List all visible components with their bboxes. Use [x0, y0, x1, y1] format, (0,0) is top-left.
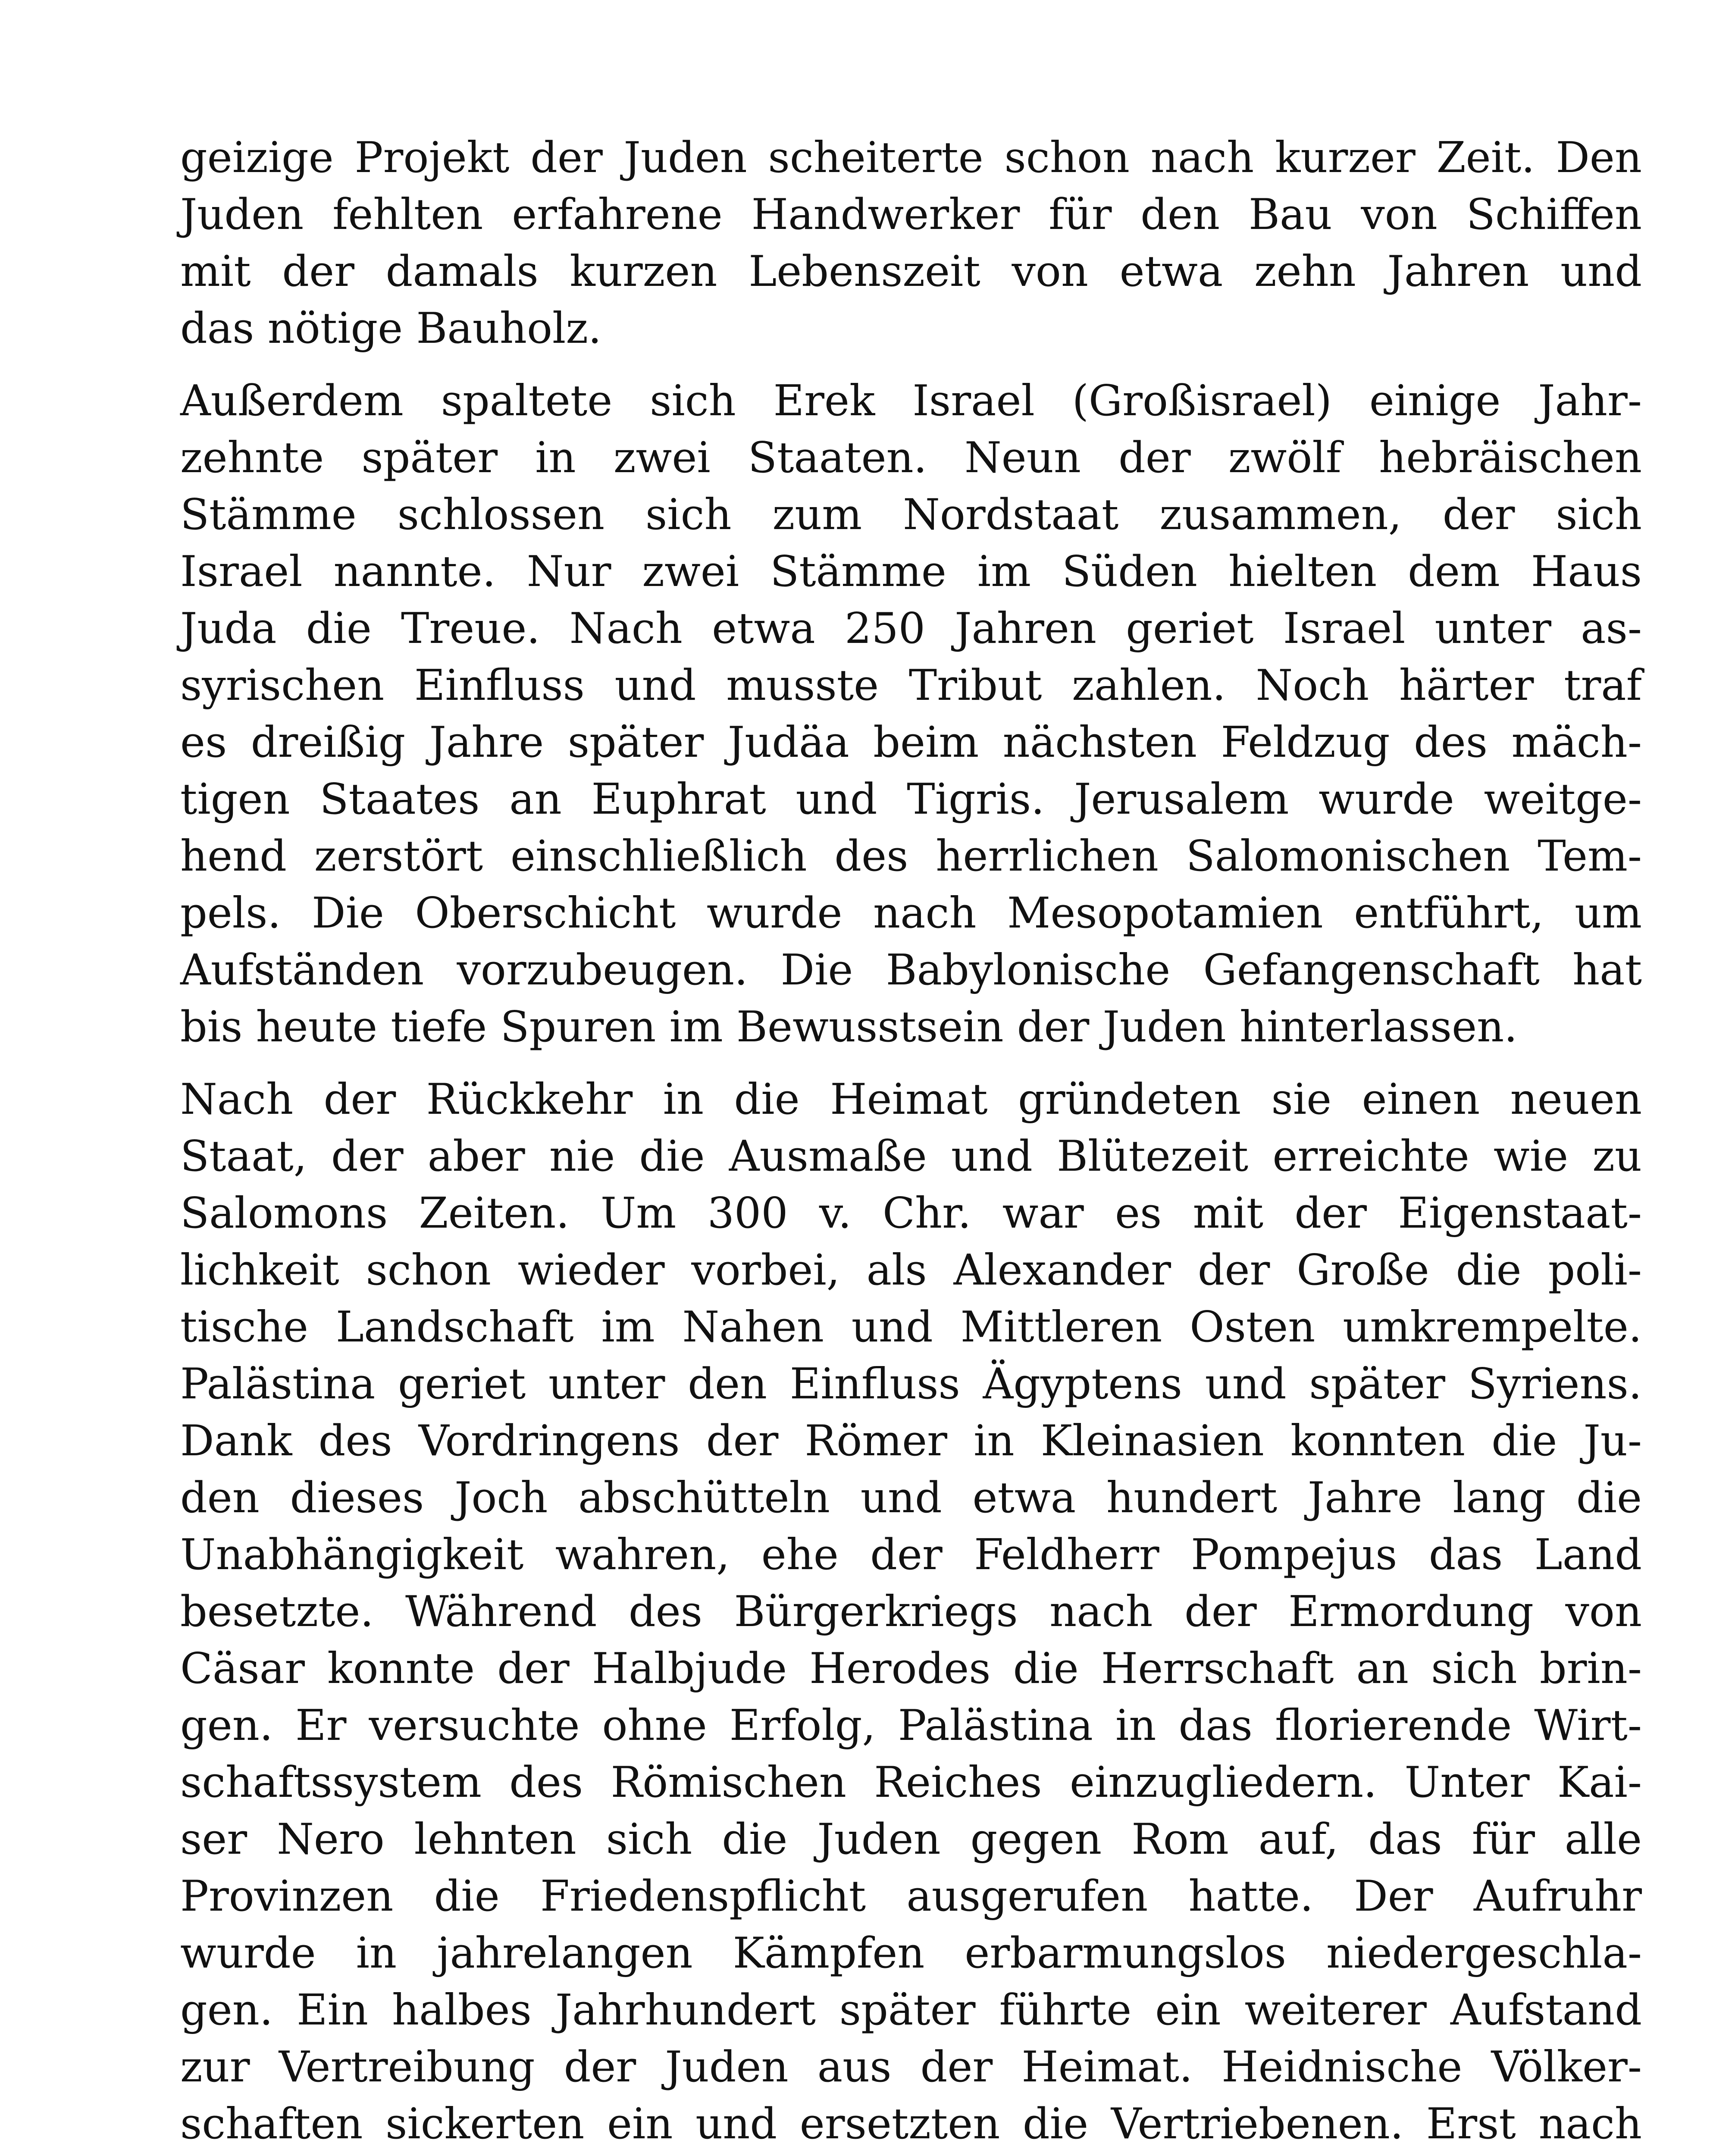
body-text	[180, 129, 1642, 2156]
text-line: es dreißig Jahre später Judäa beim nächsten Feldzug des mäch-	[180, 718, 1642, 767]
text-line: Aufständen vorzubeugen. Die Babylonische Gefangenschaft hat	[180, 946, 1642, 995]
text-line: pels. Die Oberschicht wurde nach Mesopotamien entführt, um	[180, 889, 1642, 938]
text-line: mit der damals kurzen Lebenszeit von etwa zehn Jahren und	[180, 247, 1642, 296]
text-line: Israel nannte. Nur zwei Stämme im Süden hielten dem Haus	[180, 547, 1642, 596]
text-line: zehnte später in zwei Staaten. Neun der zwölf hebräischen	[180, 433, 1642, 483]
text-line: Unabhängigkeit wahren, ehe der Feldherr Pompejus das Land	[180, 1530, 1642, 1579]
text-line: tische Landschaft im Nahen und Mittleren Osten umkrempelte.	[180, 1303, 1642, 1352]
text-line: den dieses Joch abschütteln und etwa hundert Jahre lang die	[180, 1473, 1642, 1523]
text-line: Salomons Zeiten. Um 300 v. Chr. war es mit der Eigenstaat-	[180, 1189, 1642, 1238]
text-line: gen. Er versuchte ohne Erfolg, Palästina in das florierende Wirt-	[180, 1701, 1642, 1750]
paragraph-2	[180, 373, 1642, 1056]
text-line: tigen Staates an Euphrat und Tigris. Jerusalem wurde weitge-	[180, 775, 1642, 824]
text-line: Juda die Treue. Nach etwa 250 Jahren geriet Israel unter as-	[180, 604, 1642, 653]
text-line: lichkeit schon wieder vorbei, als Alexander der Große die poli-	[180, 1246, 1642, 1295]
text-line: hend zerstört einschließlich des herrlichen Salomonischen Tem-	[180, 832, 1642, 881]
text-line: geizige Projekt der Juden scheiterte schon nach kurzer Zeit. Den	[180, 133, 1642, 182]
text-line: Außerdem spaltete sich Erek Israel (Großisrael) einige Jahr-	[180, 376, 1642, 426]
text-line: das nötige Bauholz.	[180, 304, 602, 353]
text-line: schaftssystem des Römischen Reiches einzugliedern. Unter Kai-	[180, 1758, 1642, 1807]
text-line: zur Vertreibung der Juden aus der Heimat. Heidnische Völker-	[180, 2043, 1642, 2092]
text-line: besetzte. Während des Bürgerkriegs nach der Ermordung von	[180, 1587, 1642, 1636]
paragraph-3	[180, 1071, 1642, 2153]
text-line: ser Nero lehnten sich die Juden gegen Rom auf, das für alle	[180, 1815, 1642, 1864]
text-line: gen. Ein halbes Jahrhundert später führte ein weiterer Aufstand	[180, 1986, 1642, 2035]
text-line: Stämme schlossen sich zum Nordstaat zusammen, der sich	[180, 490, 1642, 539]
text-line: Nach der Rückkehr in die Heimat gründeten sie einen neuen	[180, 1075, 1642, 1124]
text-line: schaften sickerten ein und ersetzten die Vertriebenen. Erst nach	[180, 2100, 1642, 2149]
text-line: Dank des Vordringens der Römer in Kleinasien konnten die Ju-	[180, 1416, 1642, 1466]
text-line: Staat, der aber nie die Ausmaße und Blütezeit erreichte wie zu	[180, 1132, 1642, 1181]
text-line: Provinzen die Friedenspflicht ausgerufen hatte. Der Aufruhr	[180, 1872, 1642, 1921]
text-line: syrischen Einfluss und musste Tribut zahlen. Noch härter traf	[180, 661, 1642, 710]
text-line: Juden fehlten erfahrene Handwerker für den Bau von Schiffen	[180, 190, 1642, 239]
text-line: Cäsar konnte der Halbjude Herodes die Herrschaft an sich brin-	[180, 1644, 1642, 1693]
text-line: Palästina geriet unter den Einfluss Ägyptens und später Syriens.	[180, 1360, 1642, 1409]
text-line: bis heute tiefe Spuren im Bewusstsein der Juden hinterlassen.	[180, 1003, 1518, 1052]
text-line: wurde in jahrelangen Kämpfen erbarmungslos niedergeschla-	[180, 1929, 1642, 1978]
paragraph-1	[180, 129, 1642, 357]
